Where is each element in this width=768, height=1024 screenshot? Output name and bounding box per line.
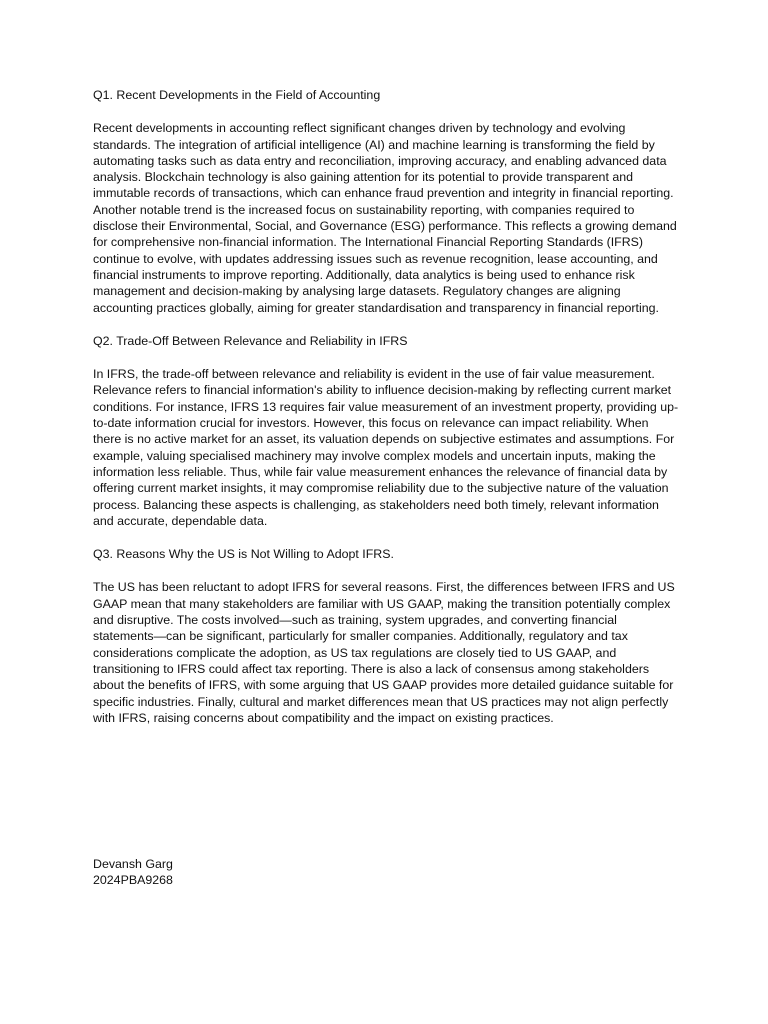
section-heading: Q2. Trade-Off Between Relevance and Reliability in IFRS — [93, 333, 408, 348]
section-heading: Q1. Recent Developments in the Field of Accounting — [93, 88, 381, 102]
signature-block — [93, 856, 173, 889]
author-id: 2024PBA9268 — [93, 873, 173, 888]
section-paragraph: In IFRS, the trade-off between relevance and reliability is evident in the use of fair value measurement. Relevance refers to financial information's ability to influence decision-making by reflecting current market conditions. For instance, IFRS 13 requires fair value measurement of an investment property, providing up-to-date information crucial for investors. However, this focus on relevance can impact reliability. When there is no active market for an asset, its valuation depends on subjective estimates and assumptions. For example, valuing specialised machinery may involve complex models and uncertain inputs, making the information less reliable. Thus, while fair value measurement enhances the relevance of financial data by offering current market insights, it may compromise reliability due to the subjective nature of the valuation process. Balancing these aspects is challenging, as stakeholders need both timely, relevant information and accurate, dependable data. — [93, 367, 679, 528]
section-paragraph: The US has been reluctant to adopt IFRS for several reasons. First, the differences between IFRS and US GAAP mean that many stakeholders are familiar with US GAAP, making the transition potentially complex and disruptive. The costs involved—such as training, system upgrades, and converting financial statements—can be significant, particularly for smaller companies. Additionally, regulatory and tax considerations complicate the adoption, as US tax regulations are closely tied to US GAAP, and transitioning to IFRS could affect tax reporting. There is also a lack of consensus among stakeholders about the benefits of IFRS, with some arguing that US GAAP provides more detailed guidance suitable for specific industries. Finally, cultural and market differences mean that US practices may not align perfectly with IFRS, raising concerns about compatibility and the impact on existing practices. — [93, 580, 675, 725]
section-heading: Q3. Reasons Why the US is Not Willing to Adopt IFRS. — [93, 547, 394, 562]
author-name: Devansh Garg — [93, 857, 173, 871]
document-body — [93, 87, 679, 743]
section-q1 — [93, 87, 679, 316]
section-q3 — [93, 546, 679, 726]
section-q2 — [93, 333, 679, 529]
section-paragraph: Recent developments in accounting reflect significant changes driven by technology and evolving standards. The integration of artificial intelligence (AI) and machine learning is transforming the field by automating tasks such as data entry and reconciliation, improving accuracy, and enabling advanced data analysis. Blockchain technology is also gaining attention for its potential to provide transparent and immutable records of transactions, which can enhance fraud prevention and integrity in financial reporting. Another notable trend is the increased focus on sustainability reporting, with companies required to disclose their Environmental, Social, and Governance (ESG) performance. This reflects a growing demand for comprehensive non-financial information. The International Financial Reporting Standards (IFRS) continue to evolve, with updates addressing issues such as revenue recognition, lease accounting, and financial instruments to improve reporting. Additionally, data analytics is being used to enhance risk management and decision-making by analysing large datasets. Regulatory changes are aligning accounting practices globally, aiming for greater standardisation and transparency in financial reporting. — [93, 121, 677, 315]
